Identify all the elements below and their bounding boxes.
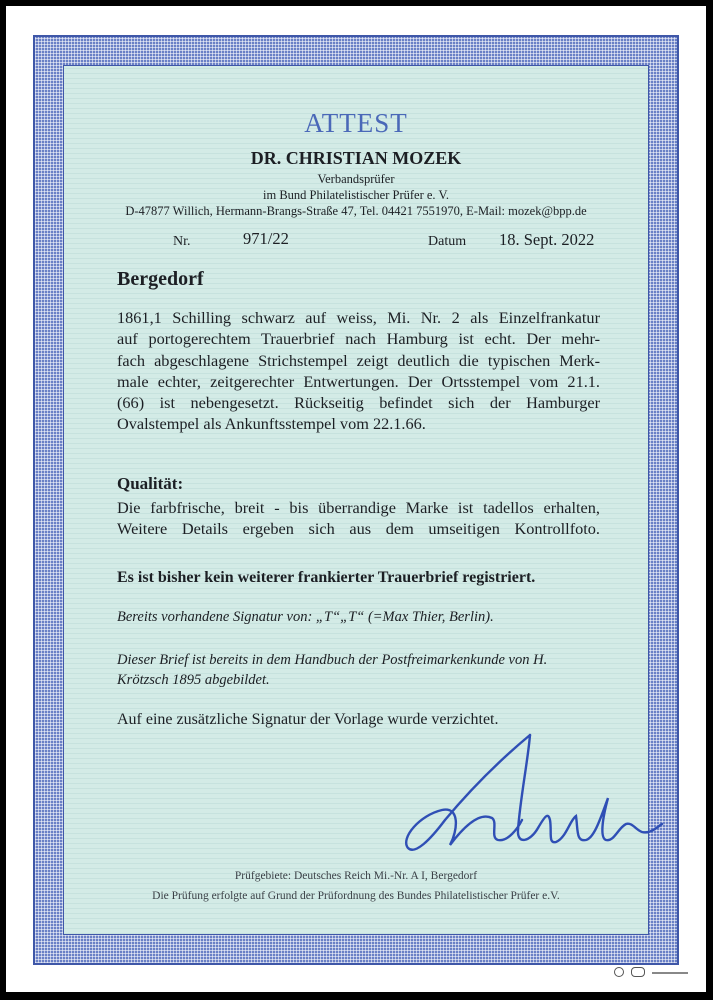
nr-label: Nr.	[173, 234, 191, 249]
description-line: fach abgeschlagene Strichstempel zeigt deutlich die typischen Merk-	[117, 350, 600, 370]
bpp-logo-mark	[614, 964, 684, 974]
handwritten-signature	[380, 720, 680, 870]
date-value: 18. Sept. 2022	[499, 230, 595, 249]
description-line: male echter, zeitgerechter Entwertungen. Der Ortsstempel vom 21.1.	[117, 371, 600, 391]
examiner-name: DR. CHRISTIAN MOZEK	[250, 148, 462, 168]
nr-value: 971/22	[243, 229, 289, 248]
date-label: Datum	[428, 234, 467, 249]
examiner-address: D-47877 Willich, Hermann-Brangs-Straße 47, Tel. 04421 7551970, E-Mail: mozek@bpp.de	[125, 204, 587, 218]
quality-heading: Qualität:	[117, 474, 184, 493]
description-line: 1861,1 Schilling schwarz auf weiss, Mi. Nr. 2 als Einzelfrankatur	[117, 308, 600, 327]
examiner-role: Verbandsprüfer	[317, 172, 395, 186]
quality-line: Weitere Details ergeben sich aus dem umseitigen Kontrollfoto.	[117, 519, 600, 539]
handbook-note	[117, 650, 547, 690]
footer-areas: Prüfgebiete: Deutsches Reich Mi.-Nr. A I, Bergedorf	[234, 870, 478, 882]
handbook-line: Dieser Brief ist bereits in dem Handbuch der Postfreimarkenkunde von H.	[117, 652, 548, 668]
attest-title: ATTEST	[304, 108, 408, 138]
handbook-line: Krötzsch 1895 abgebildet.	[117, 672, 270, 688]
description-line: (66) ist nebengesetzt. Rückseitig befindet sich der Hamburger	[117, 393, 600, 413]
waiver-note: Auf eine zusätzliche Signatur der Vorlage wurde verzichtet.	[117, 711, 499, 728]
stamp-region-heading: Bergedorf	[117, 268, 204, 290]
description-line: Ovalstempel als Ankunftsstempel vom 22.1.66.	[117, 414, 426, 434]
logo-line	[652, 972, 688, 974]
logo-oval-icon	[631, 967, 645, 977]
examiner-association: im Bund Philatelistischer Prüfer e. V.	[263, 188, 449, 202]
logo-circle-icon	[614, 967, 624, 977]
description-paragraph	[117, 307, 600, 435]
footer-regulation: Die Prüfung erfolgte auf Grund der Prüfordnung des Bundes Philatelistischer Prüfer e.V.	[152, 890, 560, 902]
quality-line: Die farbfrische, breit - bis überrandige Marke ist tadellos erhalten,	[117, 498, 600, 517]
description-line: auf portogerechtem Trauerbrief nach Hamburg ist echt. Der mehr-	[117, 329, 600, 349]
signature-note: Bereits vorhandene Signatur von: „T“„T“ (=Max Thier, Berlin).	[117, 609, 494, 625]
registry-note: Es ist bisher kein weiterer frankierter Trauerbrief registriert.	[117, 569, 536, 586]
quality-paragraph	[117, 497, 600, 540]
